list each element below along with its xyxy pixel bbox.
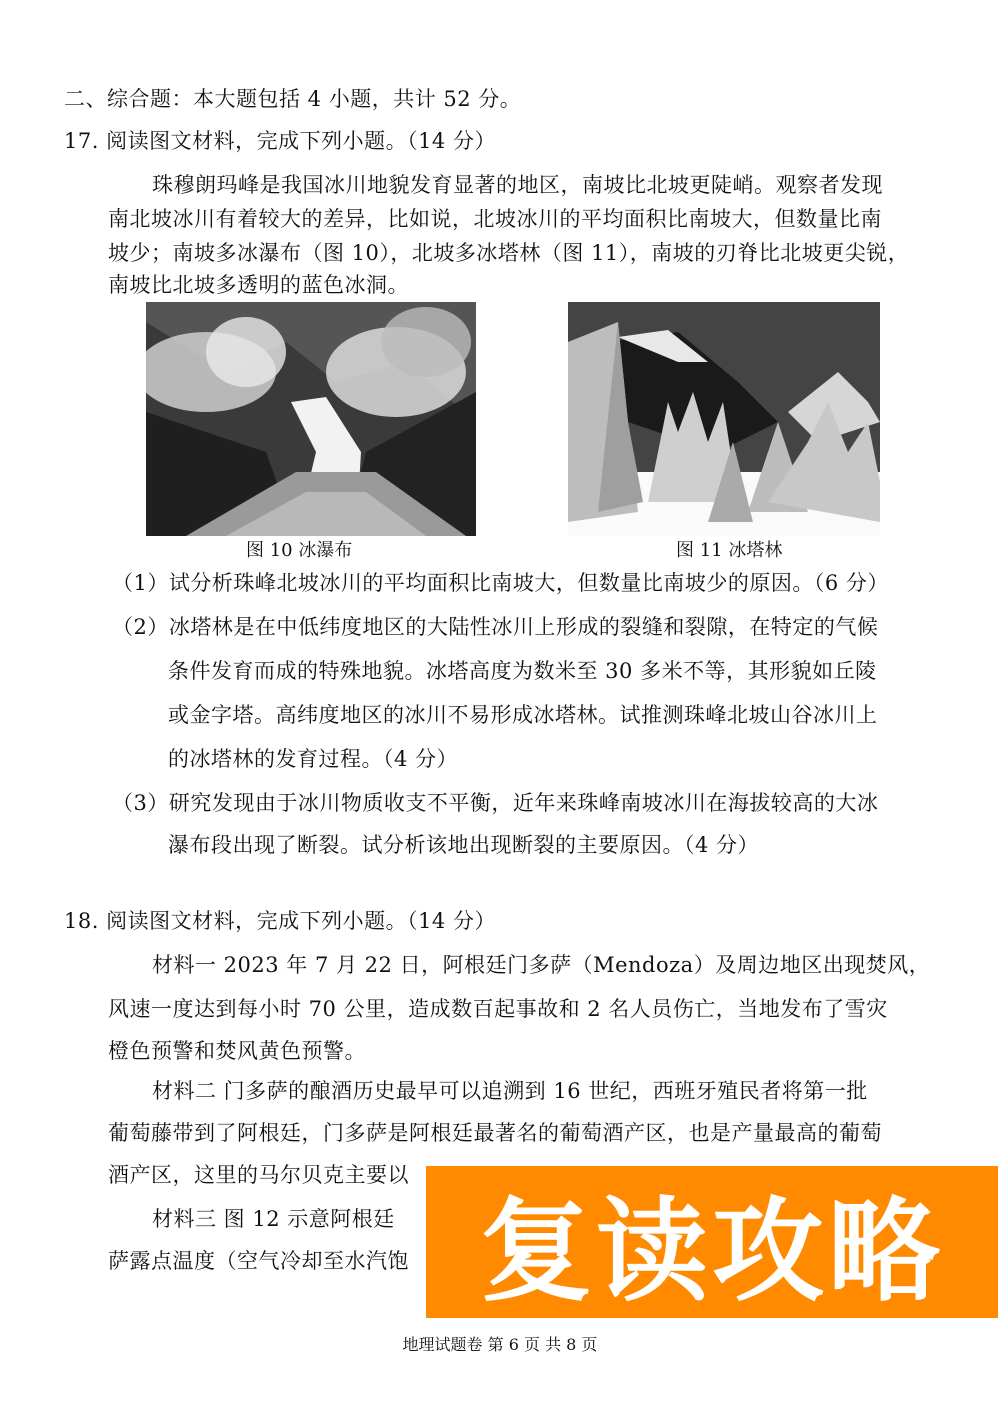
q17-intro-line-3: 坡少；南坡多冰瀑布（图 10），北坡多冰塔林（图 11），南坡的刃脊比北坡更尖锐，	[108, 241, 910, 265]
q17-sub3-line-1: 研究发现由于冰川物质收支不平衡，近年来珠峰南坡冰川在海拔较高的大冰	[168, 791, 879, 815]
q17-intro-line-4: 南坡比北坡多透明的蓝色冰洞。	[108, 273, 409, 297]
q17-sub2-line-1: 冰塔林是在中低纬度地区的大陆性冰川上形成的裂缝和裂隙，在特定的气候	[168, 615, 879, 639]
figure-10-caption: 图 10 冰瀑布	[246, 540, 353, 561]
q17-sub2-line-2: 条件发育而成的特殊地貌。冰塔高度为数米至 30 多米不等，其形貌如丘陵	[168, 659, 877, 683]
q18-material2-line-3: 酒产区，这里的马尔贝克主要以	[108, 1163, 409, 1187]
q18-material2-line-2: 葡萄藤带到了阿根廷，门多萨是阿根廷最著名的葡萄酒产区，也是产量最高的葡萄	[108, 1121, 882, 1145]
section-heading: 二、综合题：本大题包括 4 小题，共计 52 分。	[64, 87, 522, 111]
q17-title: 17. 阅读图文材料，完成下列小题。（14 分）	[64, 129, 496, 153]
figure-11-caption: 图 11 冰塔林	[676, 540, 783, 561]
ice-pinnacle-photo-icon	[568, 302, 880, 536]
q18-material1-line-3: 橙色预警和焚风黄色预警。	[108, 1039, 366, 1063]
q18-material2-line-1: 材料二 门多萨的酿酒历史最早可以追溯到 16 世纪，西班牙殖民者将第一批	[152, 1079, 868, 1103]
q18-material1-line-2: 风速一度达到每小时 70 公里，造成数百起事故和 2 名人员伤亡，当地发布了雪灾	[108, 997, 888, 1021]
page-footer: 地理试题卷 第 6 页 共 8 页	[402, 1335, 598, 1354]
q18-material3-line-2: 萨露点温度（空气冷却至水汽饱	[108, 1249, 409, 1273]
q17-sub1-line-1: 试分析珠峰北坡冰川的平均面积比南坡大，但数量比南坡少的原因。（6 分）	[168, 571, 889, 595]
q17-intro-line-1: 珠穆朗玛峰是我国冰川地貌发育显著的地区，南坡比北坡更陡峭。观察者发现	[152, 173, 883, 197]
q18-material1-line-1: 材料一 2023 年 7 月 22 日，阿根廷门多萨（Mendoza）及周边地区出现焚风，	[152, 953, 931, 977]
q17-sub3-line-2: 瀑布段出现了断裂。试分析该地出现断裂的主要原因。（4 分）	[168, 833, 760, 857]
q17-sub3	[112, 788, 878, 818]
figure-11-ice-pinnacle-image	[568, 302, 880, 536]
q18-material3-line-1: 材料三 图 12 示意阿根廷	[152, 1207, 395, 1231]
q17-sub2-label: （2）	[112, 615, 169, 639]
q17-intro-line-2: 南北坡冰川有着较大的差异，比如说，北坡冰川的平均面积比南坡大，但数量比南	[108, 207, 882, 231]
icefall-photo-icon	[146, 302, 476, 536]
watermark-banner	[426, 1166, 998, 1318]
q18-title: 18. 阅读图文材料，完成下列小题。（14 分）	[64, 909, 496, 933]
q17-sub2-line-3: 或金字塔。高纬度地区的冰川不易形成冰塔林。试推测珠峰北坡山谷冰川上	[168, 703, 878, 727]
q17-sub3-label: （3）	[112, 791, 169, 815]
q17-sub2-line-4: 的冰塔林的发育过程。（4 分）	[168, 747, 459, 771]
q17-sub1	[112, 568, 889, 598]
watermark-text: 复读攻略	[480, 1186, 944, 1317]
figure-10-icefall-image	[146, 302, 476, 536]
q17-sub1-label: （1）	[112, 571, 169, 595]
q17-sub2	[112, 612, 878, 642]
